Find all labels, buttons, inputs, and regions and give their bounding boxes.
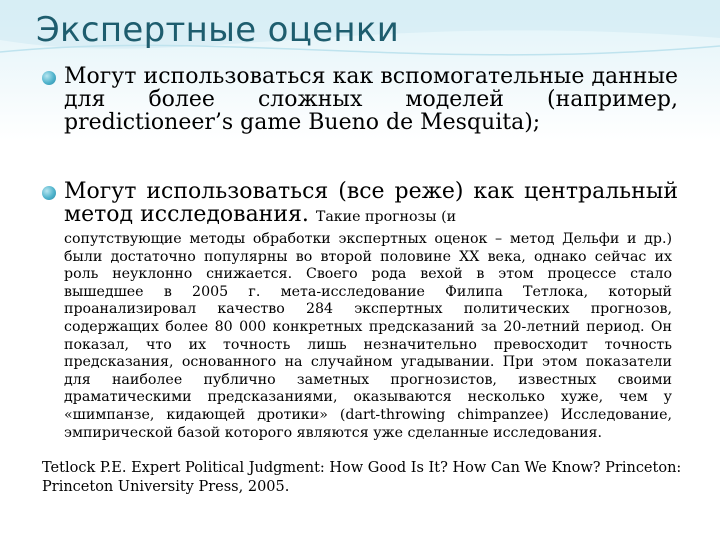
bullet-dot-icon (42, 186, 56, 200)
bullet-text-2-main: Могут использоваться (все реже) как центральный метод исследования. (64, 179, 678, 227)
bullet-item-2 (42, 180, 678, 227)
slide-title: Экспертные оценки (36, 10, 400, 50)
bullet-text-2-inline-small: Такие прогнозы (и (315, 209, 457, 225)
body-paragraph: сопутствующие методы обработки экспертных оценок – метод Дельфи и др.) были достаточно популярны во второй половине XX века, однако сейчас их роль неуклонно снижается. Своего рода вехой в этом процессе стало вышедшее в 2005 г. мета-исследование Филипа Тетлока, который проанализировал качество 284 экспертных политических прогнозов, содержащих более 80 000 конкретных предсказаний за 20-летний период. Он показал, что их точность лишь незначительно превосходит точность предсказания, основанного на случайном угадывании. При этом показатели для наиболее публично заметных прогнозистов, известных своими драматическими предсказаниями, оказываются несколько хуже, чем у «шимпанзе, кидающей дротики» (dart-throwing chimpanzee) Исследование, эмпирической базой которого являются уже сделанные исследования. (64, 231, 672, 441)
bullet-text-1: Могут использоваться как вспомогательные данные для более сложных моделей (например, predictioneer’s game Bueno de Mesquita); (64, 64, 678, 135)
reference-citation: Tetlock P.E. Expert Political Judgment: How Good Is It? How Can We Know? Princeton: Princeton University Press, 2005. (42, 460, 682, 495)
bullet-text-2 (64, 180, 678, 227)
bullet-item-1 (42, 65, 678, 134)
bullet-dot-icon (42, 71, 56, 85)
